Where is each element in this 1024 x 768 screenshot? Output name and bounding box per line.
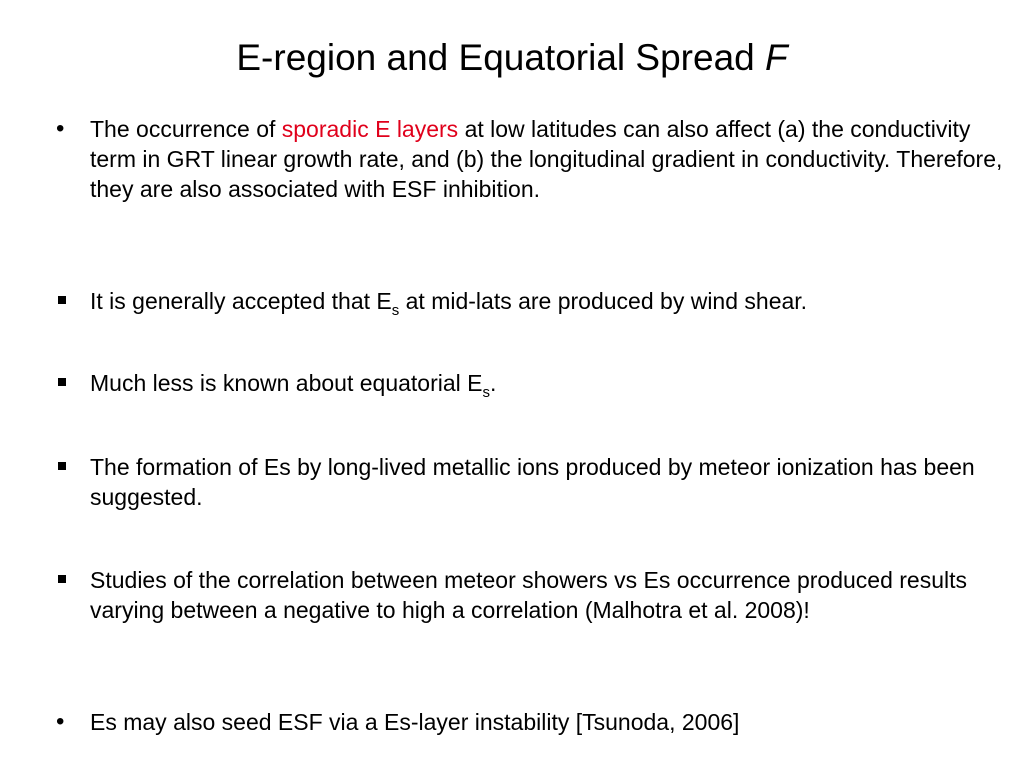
bullet-text-2 (90, 286, 1006, 319)
bullet-text-1 (90, 114, 1006, 204)
bullet-square-icon (58, 378, 66, 386)
bullet-1-highlight: sporadic E layers (281, 116, 459, 142)
bullet-3-text-before: Much less is known about equatorial E (90, 370, 483, 396)
bullet-text-3 (90, 368, 1006, 401)
bullet-2-subscript: s (391, 302, 400, 319)
bullet-square-icon (58, 296, 66, 304)
bullet-2-text-before: It is generally accepted that E (90, 288, 392, 314)
slide-title-italic: F (765, 37, 788, 78)
slide-title-main: E-region and Equatorial Spread (236, 37, 765, 78)
bullet-3-text-after: . (490, 370, 497, 396)
bullet-text-6: Es may also seed ESF via a Es-layer instability [Tsunoda, 2006] (90, 709, 740, 735)
bullet-text-5: Studies of the correlation between meteor showers vs Es occurrence produced results varying between a negative to high a correlation (Malhotra et al. 2008)! (90, 567, 967, 623)
bullet-dot-icon: • (56, 115, 65, 142)
bullet-1-text-before: The occurrence of (90, 116, 282, 142)
bullet-1-text-after: at low latitudes can also affect (a) the conductivity term in GRT linear growth rate, and (b) the longitudinal gradient in conductivity. Therefore, they are also associated with ESF inhibition. (90, 116, 1003, 202)
slide-title (0, 36, 1024, 80)
bullet-dot-icon: • (56, 708, 65, 735)
bullet-square-icon (58, 575, 66, 583)
bullet-2-text-after: at mid-lats are produced by wind shear. (399, 288, 808, 314)
bullet-3-subscript: s (482, 384, 490, 401)
bullet-square-icon (58, 462, 66, 470)
bullet-text-4: The formation of Es by long-lived metallic ions produced by meteor ionization has been suggested. (90, 454, 975, 510)
